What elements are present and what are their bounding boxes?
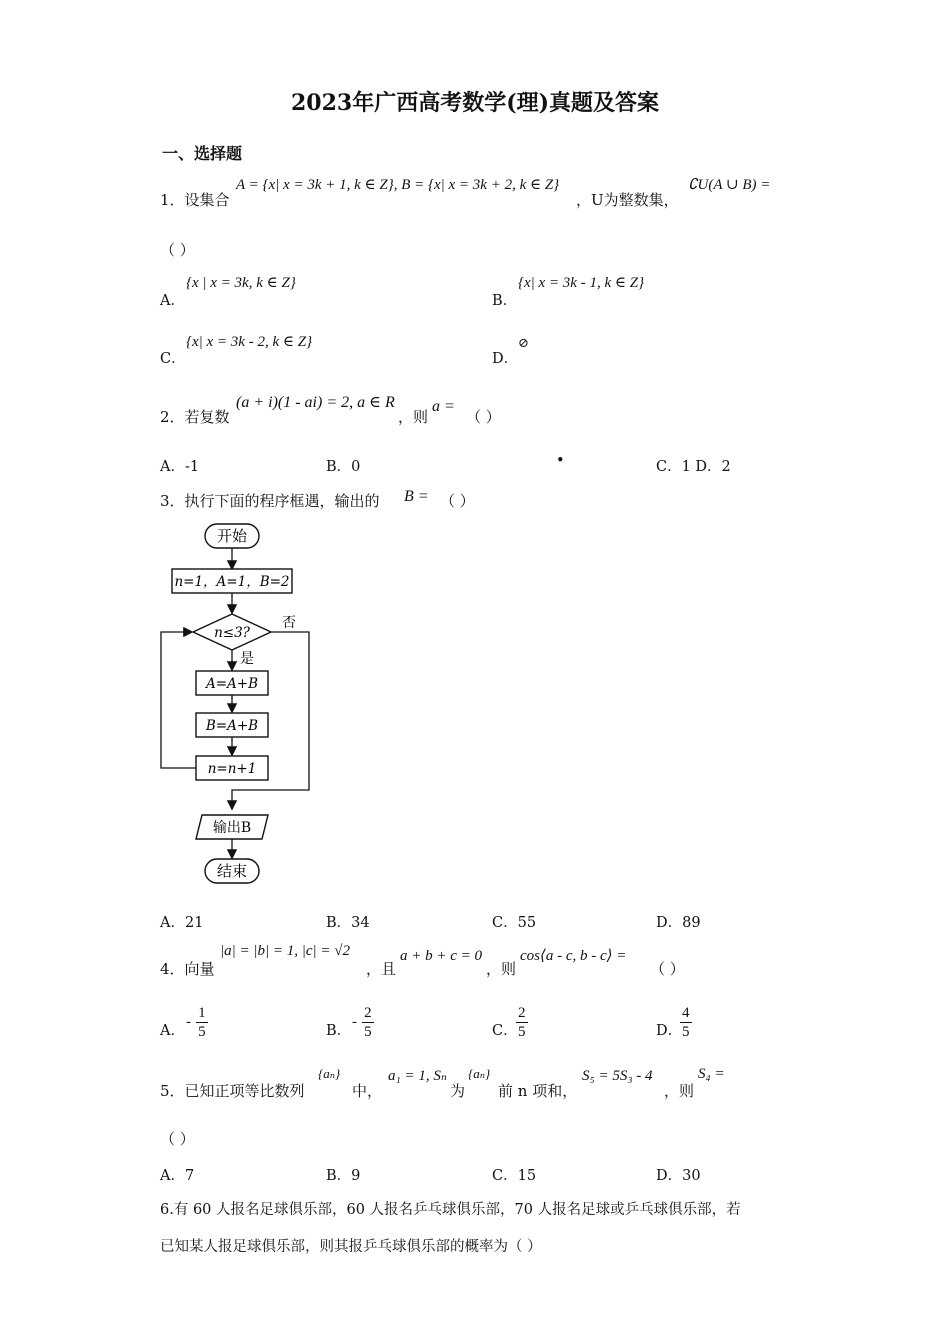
flow-step-2-text: B=A+B bbox=[205, 718, 259, 734]
q5-paren: （ ） bbox=[160, 1130, 195, 1148]
q4-and: ，且 bbox=[366, 960, 397, 978]
q5-option-a: A．7 bbox=[160, 1168, 195, 1184]
flow-cond-text: n≤3? bbox=[214, 625, 250, 641]
q5-s5: S₅ = 5S₃ - 4 bbox=[582, 1068, 653, 1084]
flow-end-text: 结束 bbox=[216, 862, 248, 880]
flow-yes-label: 是 bbox=[240, 651, 254, 667]
q4-option-c: $\frac{2}{5}$ bbox=[518, 1005, 526, 1040]
q1-option-a-label: A． bbox=[160, 293, 185, 309]
q5-wei: 为 bbox=[450, 1082, 466, 1100]
q2-option-a: A．-1 bbox=[160, 459, 200, 475]
q1-option-a: {x | x = 3k, k ∈ Z} bbox=[186, 275, 296, 291]
flow-output-text: 输出B bbox=[212, 820, 252, 836]
q4-option-d-label: D． bbox=[656, 1023, 683, 1039]
q1-complement: ∁U(A ∪ B) = bbox=[688, 177, 771, 193]
flowchart bbox=[150, 515, 320, 895]
q1-option-d-label: D． bbox=[492, 351, 519, 367]
q3-paren: （ ） bbox=[440, 492, 475, 510]
q4-then: ，则 bbox=[486, 960, 517, 978]
q5-option-c: C．15 bbox=[492, 1168, 537, 1184]
q1-option-c: {x| x = 3k - 2, k ∈ Z} bbox=[186, 334, 313, 350]
q5-stem: 5．已知正项等比数列 bbox=[160, 1082, 305, 1100]
q5-a1: a₁ = 1, Sₙ bbox=[388, 1068, 447, 1084]
q5-first-n: 前 n 项和， bbox=[498, 1082, 578, 1100]
q2-option-cd: C．1 D．2 bbox=[656, 459, 731, 475]
q4-option-c-label: C． bbox=[492, 1023, 518, 1039]
page-title: 2023年广西高考数学(理)真题及答案 bbox=[290, 90, 660, 116]
q4-cond: |a| = |b| = 1, |c| = √2 bbox=[220, 943, 350, 959]
q2-then: ，则 bbox=[398, 408, 429, 426]
flow-step-3-text: n=n+1 bbox=[207, 761, 257, 777]
q1-option-b-label: B． bbox=[492, 293, 518, 309]
q2-stem: 2．若复数 bbox=[160, 408, 230, 426]
q3-option-d: D．89 bbox=[656, 915, 701, 931]
q3-stem: 3．执行下面的程序框遇，输出的 bbox=[160, 492, 380, 510]
q4-option-a: - $\frac{1}{5}$ bbox=[186, 1005, 206, 1040]
q6-line-1: 6.有 60 人报名足球俱乐部，60 人报名乒乓球俱乐部，70 人报名足球或乒乓球俱乐部，若 bbox=[160, 1202, 741, 1218]
q5-option-d: D．30 bbox=[656, 1168, 701, 1184]
q5-sequence-2: {aₙ} bbox=[468, 1066, 491, 1081]
q4-stem: 4．向量 bbox=[160, 960, 215, 978]
q4-option-d: $\frac{4}{5}$ bbox=[682, 1005, 690, 1040]
flow-no-label: 否 bbox=[282, 615, 296, 631]
q1-universe: ，U为整数集， bbox=[576, 191, 679, 209]
flow-start-text: 开始 bbox=[216, 527, 248, 545]
q6-line-2: 已知某人报足球俱乐部，则其报乒乓球俱乐部的概率为（ ） bbox=[160, 1239, 542, 1255]
q1-option-b: {x| x = 3k - 1, k ∈ Z} bbox=[518, 275, 645, 291]
q1-paren: （ ） bbox=[160, 241, 195, 259]
q4-option-a-label: A． bbox=[160, 1023, 185, 1039]
section-heading: 一、选择题 bbox=[162, 144, 243, 163]
q4-paren: （ ） bbox=[650, 960, 685, 978]
q5-then: ，则 bbox=[664, 1082, 695, 1100]
q3-option-b: B．34 bbox=[326, 915, 370, 931]
flow-init-text: n=1，A=1，B=2 bbox=[174, 574, 290, 590]
q3-option-c: C．55 bbox=[492, 915, 537, 931]
q2-expr: (a + i)(1 - ai) = 2, a ∈ R bbox=[236, 394, 395, 411]
q5-s4: S₄ = bbox=[698, 1066, 725, 1082]
q4-ask: cos⟨a - c, b - c⟩ = bbox=[520, 948, 627, 964]
q3-ask: B = bbox=[404, 488, 429, 505]
q4-option-b-label: B． bbox=[326, 1023, 352, 1039]
q3-option-a: A．21 bbox=[160, 915, 204, 931]
q2-paren: （ ） bbox=[466, 408, 501, 426]
flow-step-1-text: A=A+B bbox=[205, 676, 259, 692]
q5-sequence-1: {aₙ} bbox=[318, 1066, 341, 1081]
q2-option-b: B．0 bbox=[326, 459, 361, 475]
q1-option-c-label: C． bbox=[160, 351, 186, 367]
q1-stem: 1．设集合 bbox=[160, 191, 230, 209]
q1-sets: A = {x| x = 3k + 1, k ∈ Z}, B = {x| x = 3k + 2, k ∈ Z} bbox=[236, 177, 560, 193]
q2-dot: • bbox=[556, 453, 565, 469]
q4-eq: a + b + c = 0 bbox=[400, 948, 483, 964]
q5-mid: 中， bbox=[352, 1082, 383, 1100]
q4-option-b: - $\frac{2}{5}$ bbox=[352, 1005, 372, 1040]
q1-option-d: ⊘ bbox=[518, 335, 529, 350]
q5-option-b: B．9 bbox=[326, 1168, 361, 1184]
q2-ask: a = bbox=[432, 398, 455, 415]
